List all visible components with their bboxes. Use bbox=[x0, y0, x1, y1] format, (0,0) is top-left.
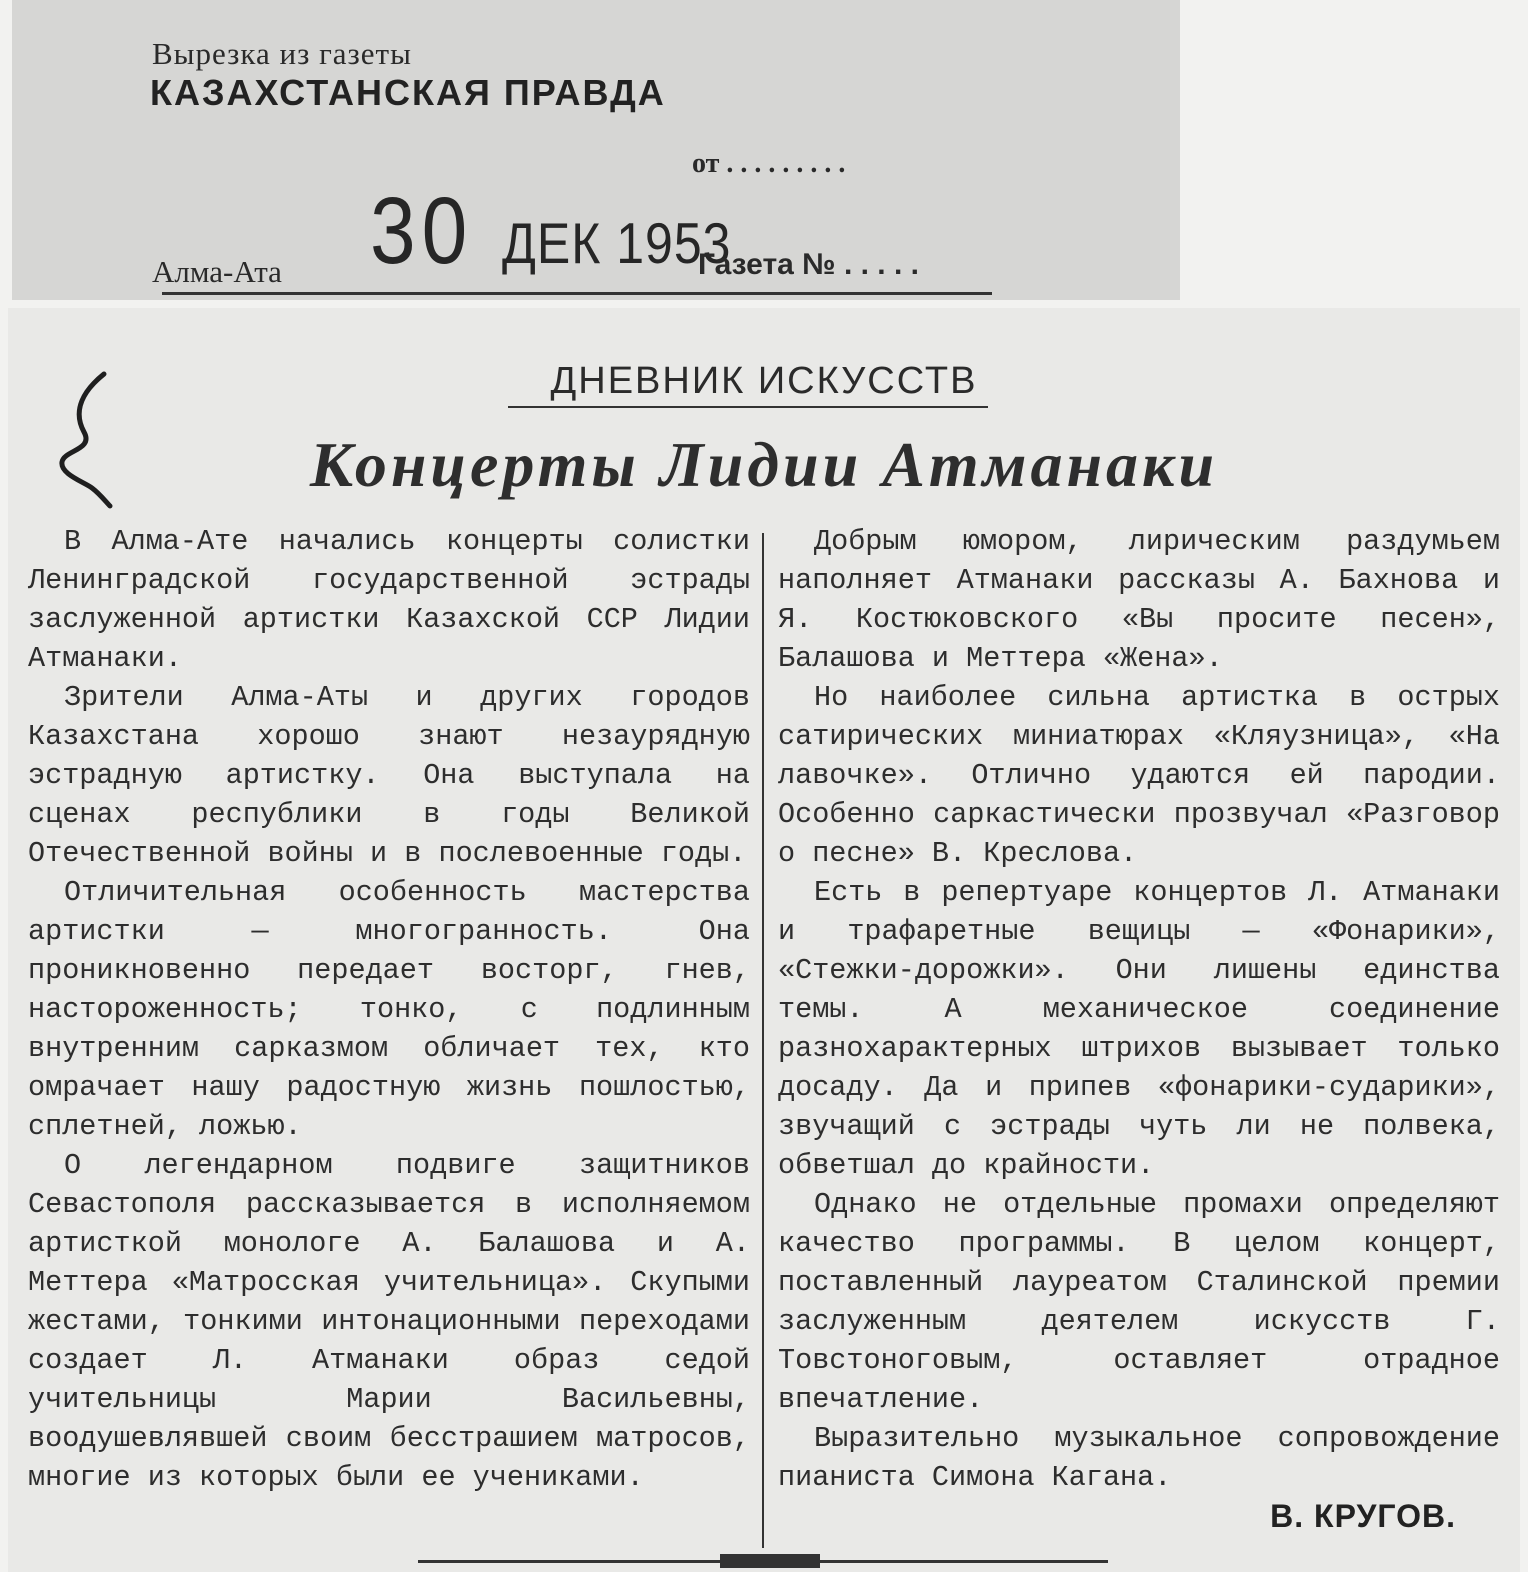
clipping-slip bbox=[12, 0, 1180, 300]
paragraph: Отличительная особенность мастерства артистки — многогранность. Она проникновенно передает восторг, гнев, настороженность; тонко, с подлинным внутренним сарказмом обличает тех, кто омрачает нашу радостную жизнь пошлостью, сплетней, ложью. bbox=[28, 876, 750, 1143]
slip-rule bbox=[162, 292, 992, 295]
paragraph: Зрители Алма-Аты и других городов Казахстана хорошо знают незаурядную эстрадную артистку. Она выступала на сценах республики в годы Великой Отечественной войны и в послевоенные годы. bbox=[28, 681, 750, 870]
city-label: Алма-Ата bbox=[152, 254, 282, 289]
article-title: Концерты Лидии Атманаки bbox=[309, 429, 1219, 500]
bottom-rule-block bbox=[720, 1554, 820, 1568]
paragraph: О легендарном подвиге защитников Севастополя рассказывается в исполняемом артисткой монологе А. Балашова и А. Меттера «Матросская учительница». Скупыми жестами, тонкими интонационными переходами создает Л. Атманаки образ седой учительницы Марии Васильевны, воодушевлявшей своим бесстрашием матросов, многие из которых были ее учениками. bbox=[28, 1149, 750, 1494]
article-author: В. КРУГОВ. bbox=[1270, 1498, 1456, 1534]
paragraph: Есть в репертуаре концертов Л. Атманаки и трафаретные вещицы — «Фонарики», «Стежки-дорожки». Они лишены единства темы. А механическое соединение разнохарактерных штрихов вызывает только досаду. Да и припев «фонарики-сударики», звучащий с эстрады чуть ли не полвека, обветшал до крайности. bbox=[778, 876, 1500, 1182]
column-divider bbox=[762, 533, 764, 1548]
paragraph: Однако не отдельные промахи определяют качество программы. В целом концерт, поставленный лауреатом Сталинской премии заслуженным деятелем искусств Г. Товстоноговым, оставляет отрадное впечатление. bbox=[778, 1188, 1500, 1416]
rubric-heading: ДНЕВНИК ИСКУССТВ bbox=[550, 360, 978, 402]
date-stamp-day: 30 bbox=[370, 179, 474, 284]
clipping-from-label: Вырезка из газеты bbox=[152, 36, 412, 71]
issue-label: Газета № . . . . . bbox=[698, 248, 919, 281]
from-label: от . . . . . . . . . bbox=[692, 148, 846, 179]
paragraph: Но наиболее сильна артистка в острых сатирических миниатюрах «Кляузница», «На лавочке». Отлично удаются ей пародии. Особенно саркастически прозвучал «Разговор о песне» В. Креслова. bbox=[778, 681, 1500, 870]
date-stamp-month-year: ДЕК 1953 bbox=[502, 211, 732, 276]
right-column bbox=[778, 522, 1500, 1497]
newspaper-name: КАЗАХСТАНСКАЯ ПРАВДА bbox=[150, 72, 666, 113]
left-column bbox=[28, 522, 750, 1497]
paragraph: Добрым юмором, лирическим раздумьем наполняет Атманаки рассказы А. Бахнова и Я. Костюковского «Вы просите песен», Балашова и Меттера «Жена». bbox=[778, 525, 1500, 675]
paragraph: Выразительно музыкальное сопровождение пианиста Симона Кагана. bbox=[778, 1422, 1500, 1494]
newspaper-clipping bbox=[8, 308, 1520, 1572]
rubric-underline bbox=[508, 406, 988, 408]
paragraph: В Алма-Ате начались концерты солистки Ленинградской государственной эстрады заслуженной артистки Казахской ССР Лидии Атманаки. bbox=[28, 525, 750, 675]
date-stamp bbox=[370, 178, 731, 286]
